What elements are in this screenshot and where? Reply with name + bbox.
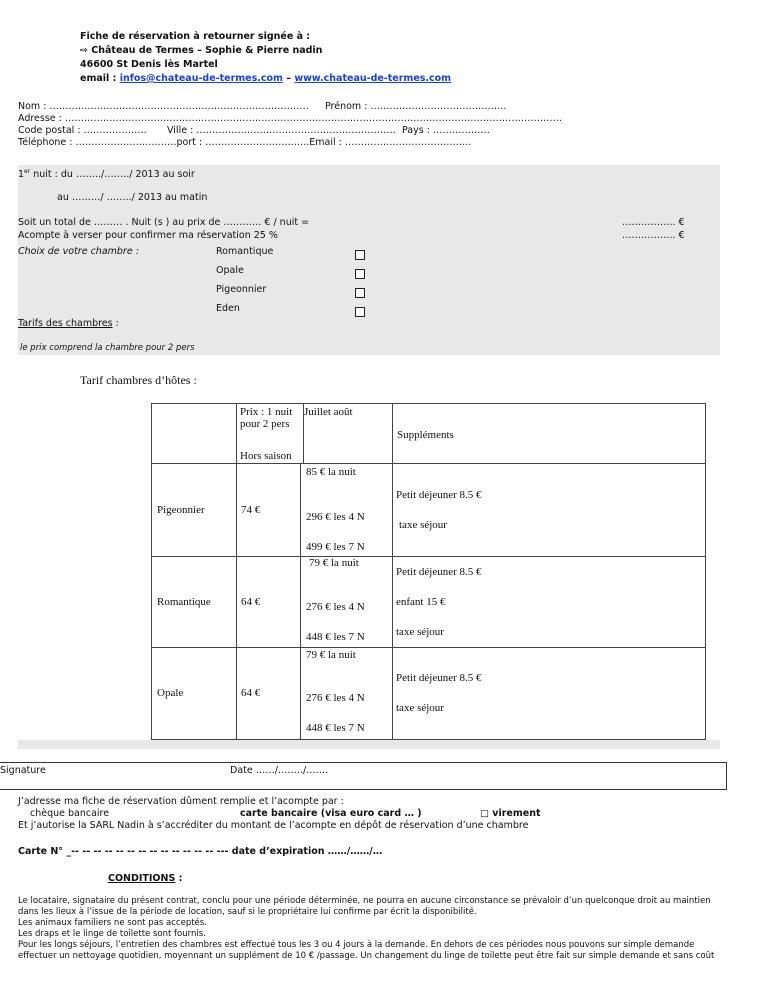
header-line-2: ⇨ Château de Termes – Sophie & Pierre nadin xyxy=(80,45,323,56)
telephone-field[interactable]: Téléphone : ……………………..……port : ……………………….…..Email : …………………………………. xyxy=(18,137,472,148)
row-opale-j3: 448 € les 7 N xyxy=(306,722,365,734)
head-juillet: Juillet août xyxy=(304,406,353,418)
condition-line: Les animaux familiers ne sont pas acceptés. xyxy=(18,918,207,928)
nom-field[interactable]: Nom : ………….…………………………………………………………… xyxy=(18,101,309,112)
ville-field[interactable]: Ville : ……………………………………………………… xyxy=(167,125,396,136)
row-pigeonnier-s1: Petit déjeuner 8.5 € xyxy=(396,489,482,501)
table-hline-5 xyxy=(151,647,706,648)
table-hline-4 xyxy=(151,556,706,557)
first-night-number: 1 xyxy=(18,169,25,181)
total-line: Soit un total de ……… . Nuit (s ) au prix de ………… € / nuit = xyxy=(18,217,310,228)
row-opale-j1: 79 € la nuit xyxy=(306,649,356,661)
row-pigeonnier-j2: 296 € les 4 N xyxy=(306,511,365,523)
condition-line: Le locataire, signataire du présent contrat, conclu pour une période déterminée, ne pourra en aucune circonstance se prévaloir d’un quelconque droit au maintien xyxy=(18,896,711,906)
head-hors-saison: Hors saison xyxy=(240,450,292,462)
option-pigeonnier-label: Pigeonnier xyxy=(216,284,267,295)
tarifs-label-colon: : xyxy=(112,318,119,329)
option-opale-label: Opale xyxy=(216,265,244,276)
acompte-line: Acompte à verser pour confirmer ma réservation 25 % xyxy=(18,230,278,241)
row-pigeonnier-j3: 499 € les 7 N xyxy=(306,541,365,553)
table-hline-1 xyxy=(236,463,392,464)
row-opale-s2: taxe séjour xyxy=(396,702,444,714)
row-romantique-name: Romantique xyxy=(157,596,211,608)
condition-line: effectuer un nettoyage quotidien, moyennant un supplément de 10 € /passage. Un changement du linge de toilette peut être fait sur simple demande et sans coût xyxy=(18,951,715,961)
contact-separator: – xyxy=(282,73,295,84)
email-label: email : xyxy=(80,73,120,84)
carte-option[interactable]: carte bancaire (visa euro card … ) xyxy=(240,808,422,819)
first-night-text: nuit : du ……../……../ 2013 au soir xyxy=(30,169,195,181)
head-pour: pour 2 pers xyxy=(240,418,290,430)
checkbox-opale[interactable] xyxy=(355,269,365,279)
option-eden-label: Eden xyxy=(216,303,240,314)
signature-box[interactable] xyxy=(0,762,727,790)
total-amount[interactable]: …………….. € xyxy=(622,217,685,228)
row-pigeonnier-s2: taxe séjour xyxy=(399,519,447,531)
conditions-title xyxy=(108,873,182,885)
row-opale-hors: 64 € xyxy=(241,687,261,699)
date-field[interactable]: Date ……/……../……. xyxy=(230,765,329,776)
condition-line: Les draps et le linge de toilette sont fournis. xyxy=(18,929,206,939)
first-night-field[interactable] xyxy=(18,166,195,181)
acompte-amount[interactable]: …………….. € xyxy=(622,230,685,241)
condition-line: dans les lieux à l’issue de la période de location, sauf si le propriétaire lui confirme par écrit la disponibilité. xyxy=(18,907,477,917)
row-romantique-s2: enfant 15 € xyxy=(396,596,446,608)
last-night-field[interactable]: au ………/ ……../ 2013 au matin xyxy=(57,192,208,203)
row-opale-j2: 276 € les 4 N xyxy=(306,692,365,704)
condition-line: Pour les longs séjours, l’entretien des chambres est effectué tous les 3 ou 4 jours à la demande. En dehors de ces périodes nous pouvons sur simple demande xyxy=(18,940,695,950)
table-vline-4 xyxy=(392,403,393,740)
row-romantique-s1: Petit déjeuner 8.5 € xyxy=(396,566,482,578)
row-romantique-j1: 79 € la nuit xyxy=(309,557,359,569)
paiement-intro: J’adresse ma fiche de réservation dûment remplie et l’acompte par : xyxy=(18,796,344,807)
head-prix: Prix : 1 nuit xyxy=(240,406,293,418)
row-pigeonnier-hors: 74 € xyxy=(241,504,261,516)
header-block xyxy=(80,30,451,86)
row-pigeonnier-name: Pigeonnier xyxy=(157,504,205,516)
header-contact xyxy=(80,72,451,86)
virement-label: virement xyxy=(488,808,541,819)
row-romantique-hors: 64 € xyxy=(241,596,261,608)
table-vline-3 xyxy=(300,463,301,740)
table-footer-strip xyxy=(18,740,720,749)
virement-option[interactable] xyxy=(480,808,541,820)
table-vline-1 xyxy=(236,403,237,740)
tarifs-label xyxy=(18,318,119,330)
table-hline-3 xyxy=(392,463,706,464)
checkbox-romantique[interactable] xyxy=(355,250,365,260)
choix-label: Choix de votre chambre : xyxy=(18,246,139,257)
adresse-field[interactable]: Adresse : …………………………………………………………………………………………………………………………………………. xyxy=(18,113,562,124)
tarif-title: Tarif chambres d’hôtes : xyxy=(80,373,197,387)
pays-field[interactable]: Pays : ……………… xyxy=(402,125,490,136)
conditions-text xyxy=(18,896,758,962)
virement-checkbox-icon: □ xyxy=(480,808,489,819)
row-romantique-j2: 276 € les 4 N xyxy=(306,601,365,613)
conditions-title-text: CONDITIONS xyxy=(108,873,176,884)
row-opale-name: Opale xyxy=(157,687,184,699)
row-romantique-j3: 448 € les 7 N xyxy=(306,631,365,643)
header-line-3: 46600 St Denis lès Martel xyxy=(80,59,218,70)
head-supplements: Suppléments xyxy=(397,429,454,441)
codepostal-field[interactable]: Code postal : ……….………. xyxy=(18,125,147,136)
first-night-sup: er xyxy=(24,168,31,175)
carte-numero-field[interactable]: Carte N° _-- -- -- -- -- -- -- -- -- -- -- -- -- --- date d’expiration ……/……/… xyxy=(18,846,383,857)
autorisation-line: Et j’autorise la SARL Nadin à s’accréditer du montant de l’acompte en dépôt de réservation d’une chambre xyxy=(18,820,529,831)
website-link[interactable]: www.chateau-de-termes.com xyxy=(294,73,452,84)
checkbox-eden[interactable] xyxy=(355,307,365,317)
tarifs-label-text: Tarifs des chambres xyxy=(18,318,113,329)
row-opale-s1: Petit déjeuner 8.5 € xyxy=(396,672,482,684)
table-hline-2 xyxy=(151,463,237,464)
conditions-title-colon: : xyxy=(175,873,183,884)
prenom-field[interactable]: Prénom : ……………………………………. xyxy=(325,101,507,112)
header-line-1: Fiche de réservation à retourner signée à : xyxy=(80,31,311,42)
option-romantique-label: Romantique xyxy=(216,246,274,257)
row-romantique-s3: taxe séjour xyxy=(396,626,444,638)
email-link[interactable]: infos@chateau-de-termes.com xyxy=(119,73,283,84)
checkbox-pigeonnier[interactable] xyxy=(355,288,365,298)
row-pigeonnier-j1: 85 € la nuit xyxy=(306,466,356,478)
signature-label: Signature xyxy=(0,765,46,776)
prix-note: le prix comprend la chambre pour 2 pers xyxy=(20,343,195,353)
cheque-option[interactable]: chèque bancaire xyxy=(30,808,110,819)
